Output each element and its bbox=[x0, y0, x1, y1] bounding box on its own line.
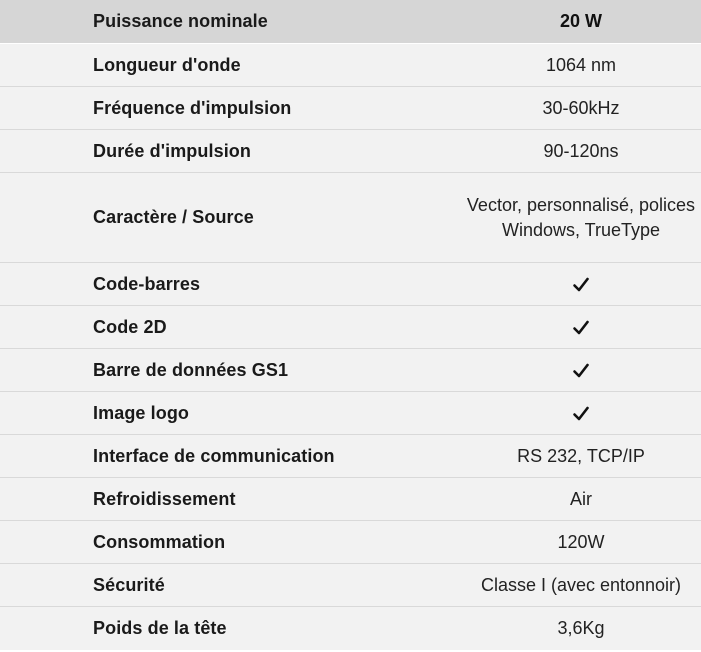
check-icon bbox=[572, 362, 590, 380]
check-icon bbox=[572, 276, 590, 294]
table-row bbox=[0, 130, 701, 173]
row-value bbox=[461, 392, 701, 435]
table-row bbox=[0, 607, 701, 651]
row-value: 1064 nm bbox=[461, 44, 701, 87]
row-value: Air bbox=[461, 478, 701, 521]
row-value-line: Windows, TrueType bbox=[501, 219, 661, 240]
table-row bbox=[0, 392, 701, 435]
row-value bbox=[461, 173, 701, 263]
row-value bbox=[461, 263, 701, 306]
row-label: Caractère / Source bbox=[0, 173, 461, 263]
row-value: 3,6Kg bbox=[461, 607, 701, 651]
header-label: Puissance nominale bbox=[0, 0, 461, 44]
table-row bbox=[0, 435, 701, 478]
table-row bbox=[0, 87, 701, 130]
table-row bbox=[0, 263, 701, 306]
row-label: Longueur d'onde bbox=[0, 44, 461, 87]
check-icon bbox=[572, 319, 590, 337]
row-value bbox=[461, 349, 701, 392]
table-row bbox=[0, 564, 701, 607]
row-value: 30-60kHz bbox=[461, 87, 701, 130]
row-value: 90-120ns bbox=[461, 130, 701, 173]
row-value: Classe I (avec entonnoir) bbox=[461, 564, 701, 607]
table-row bbox=[0, 349, 701, 392]
row-label: Fréquence d'impulsion bbox=[0, 87, 461, 130]
row-label: Consommation bbox=[0, 521, 461, 564]
row-value-line: Vector, personnalisé, polices bbox=[466, 194, 696, 215]
row-label: Sécurité bbox=[0, 564, 461, 607]
table-header-row bbox=[0, 0, 701, 44]
row-label: Poids de la tête bbox=[0, 607, 461, 651]
row-label: Durée d'impulsion bbox=[0, 130, 461, 173]
table-row bbox=[0, 478, 701, 521]
table-row bbox=[0, 173, 701, 263]
row-label: Refroidissement bbox=[0, 478, 461, 521]
row-label: Barre de données GS1 bbox=[0, 349, 461, 392]
row-label: Interface de communication bbox=[0, 435, 461, 478]
row-label: Image logo bbox=[0, 392, 461, 435]
table-row bbox=[0, 306, 701, 349]
row-label: Code 2D bbox=[0, 306, 461, 349]
row-label: Code-barres bbox=[0, 263, 461, 306]
table-row bbox=[0, 521, 701, 564]
table-row bbox=[0, 44, 701, 87]
check-icon bbox=[572, 405, 590, 423]
header-value: 20 W bbox=[461, 0, 701, 44]
row-value bbox=[461, 306, 701, 349]
row-value: 120W bbox=[461, 521, 701, 564]
row-value: RS 232, TCP/IP bbox=[461, 435, 701, 478]
